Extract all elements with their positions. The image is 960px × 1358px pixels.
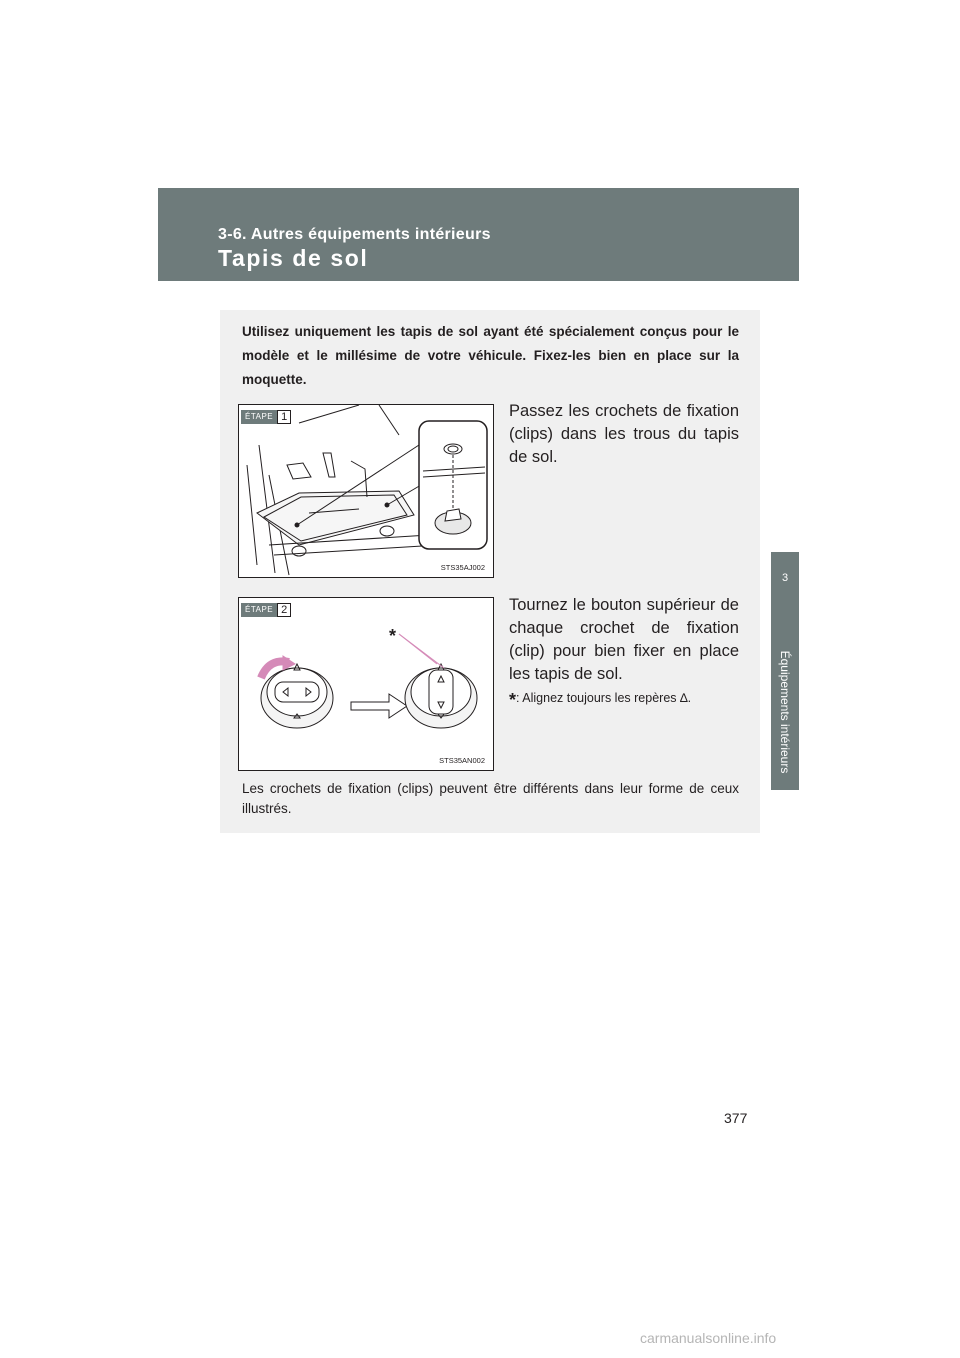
watermark: carmanualsonline.info — [640, 1330, 777, 1346]
chapter-side-tab — [771, 552, 799, 790]
chapter-number: 3 — [781, 572, 789, 584]
step-2-figure-code: STS35AN002 — [439, 756, 485, 765]
clip-rotation-illustration — [239, 598, 493, 770]
step-1-badge — [241, 410, 291, 424]
chapter-label: Équipements intérieurs — [778, 650, 792, 774]
step-2-badge-number: 2 — [277, 603, 291, 617]
step-1-badge-number: 1 — [277, 410, 291, 424]
alignment-note — [509, 690, 749, 711]
step-1-badge-label: ÉTAPE — [241, 410, 277, 424]
page-number: 377 — [724, 1110, 748, 1126]
step-1-text: Passez les crochets de fixation (clips) dans les trous du tapis de sol. — [509, 402, 739, 466]
step-1-figure-code: STS35AJ002 — [440, 563, 485, 572]
svg-text:*: * — [389, 626, 397, 646]
intro-text: Utilisez uniquement les tapis de sol ayant été spécialement conçus pour le modèle et le millésime de votre véhicule. Fixez-les bien en place sur la moquette. — [242, 324, 739, 387]
floor-mat-illustration — [239, 405, 493, 577]
section-title: 3-6. Autres équipements intérieurs — [218, 226, 491, 243]
step-2-figure — [238, 597, 494, 771]
footnote-text: Les crochets de fixation (clips) peuvent être différents dans leur forme de ceux illustrés. — [242, 781, 739, 816]
page-header — [158, 188, 799, 281]
step-1-figure — [238, 404, 494, 578]
note-text: : Alignez toujours les repères ∆. — [516, 691, 692, 705]
page-title: Tapis de sol — [218, 245, 369, 271]
note-marker: * — [509, 690, 517, 710]
step-2-badge-label: ÉTAPE — [241, 603, 277, 617]
content-box — [220, 310, 760, 833]
step-2-text: Tournez le bouton supérieur de chaque crochet de fixation (clip) pour bien fixer en place les tapis de sol. — [509, 596, 739, 683]
step-2-badge — [241, 603, 291, 617]
